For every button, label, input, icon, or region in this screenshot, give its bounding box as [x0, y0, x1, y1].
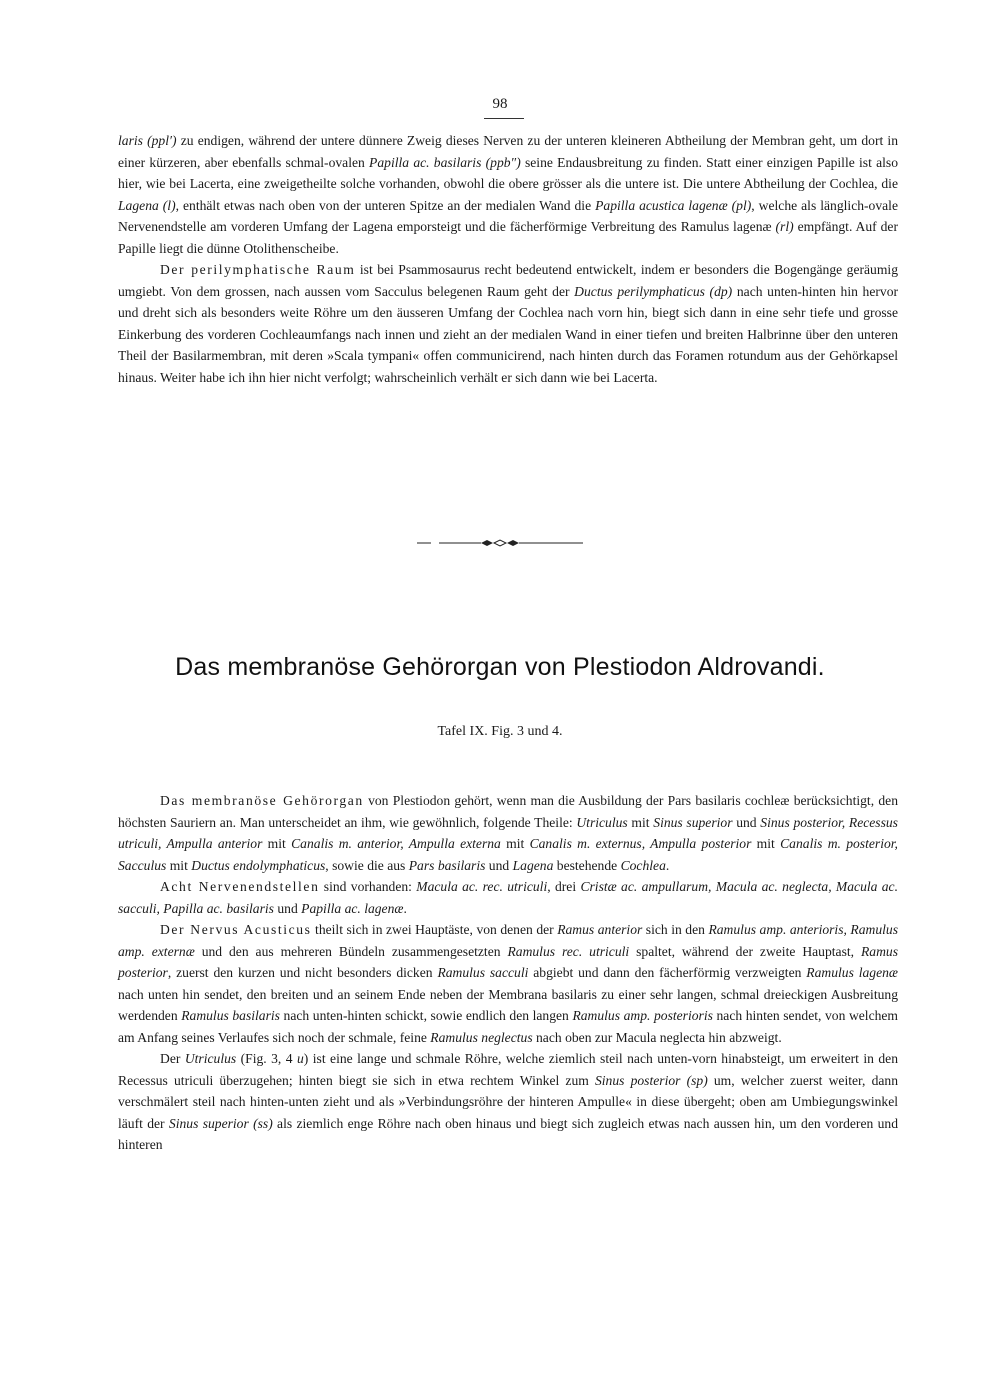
spaced-lead-term: Das membranöse Gehörorgan: [160, 793, 364, 808]
new-section-text: [118, 790, 898, 1156]
text-run: als ziemlich enge Röhre nach oben hinaus und biegt sich zugleich etwas nach aussen hin, um den vorderen und hinteren: [118, 1115, 898, 1152]
text-run: ist bei Psammosaurus recht bedeutend entwickelt, indem er besonders die Bogengänge geräumig umgiebt. Von dem grossen, nach aussen vom Sacculus belegenen Raum geht der: [118, 262, 898, 299]
italic-term: Ductus endolymphaticus: [191, 857, 326, 873]
text-run: sich in den: [642, 922, 709, 937]
italic-term: Sinus posterior, Recessus utriculi, Ampulla anterior: [118, 814, 898, 851]
italic-term: Ramulus rec. utriculi: [507, 943, 630, 959]
spaced-lead-term: Der perilymphatische Raum: [160, 262, 356, 277]
text-run: , zuerst den kurzen und nicht besonders dicken: [167, 965, 438, 980]
paragraph: [118, 919, 898, 1048]
italic-term: laris (ppl′): [118, 133, 177, 148]
italic-term: Ductus perilymphaticus (dp): [574, 283, 733, 299]
paragraph: [118, 130, 898, 259]
continued-section-text: [118, 130, 898, 388]
text-run: .: [665, 857, 670, 873]
text-run: , welche als länglich-ovale Nervenendstelle am vorderen Umfang der Lagena emporsteigt und die fächerförmige Verbreitung des Ramulus lagenæ: [118, 197, 898, 234]
text-run: mit: [627, 814, 654, 830]
italic-term: Ramulus amp. anterioris, Ramulus amp. externæ: [118, 922, 898, 959]
text-run: mit: [751, 836, 781, 851]
italic-term: Lagena: [512, 857, 554, 873]
italic-term: Utriculus: [576, 814, 628, 830]
text-run: mit: [166, 857, 192, 873]
page-number: 98: [492, 96, 508, 112]
italic-term: Sinus posterior (sp): [594, 1072, 708, 1088]
italic-term: Ramulus basilaris: [181, 1008, 280, 1023]
italic-term: Sinus superior (ss): [168, 1115, 273, 1131]
text-run: und: [732, 814, 761, 830]
text-run: Der: [160, 1051, 185, 1066]
spaced-lead-term: Der Nervus Acusticus: [160, 922, 312, 937]
text-run: um, welcher zuerst weiter, dann verschmälert steil nach hinten-unten zieht und als »Verbindungsröhre der hinteren Ampulle« in diese übergeht; oben am Umbiegungswinkel läuft der: [118, 1072, 898, 1131]
italic-term: Ramulus lagenæ: [806, 965, 898, 980]
text-run: und den aus mehreren Bündeln zusammengesetzten: [194, 943, 508, 959]
italic-term: Canalis m. anterior, Ampulla externa: [291, 836, 501, 851]
text-run: .: [403, 900, 407, 916]
italic-term: Cristæ ac. ampullarum, Macula ac. neglecta, Macula ac. sacculi, Papilla ac. basilaris: [118, 879, 898, 916]
paragraph: [118, 259, 898, 388]
paragraph: [118, 790, 898, 876]
text-run: und: [485, 857, 513, 873]
italic-term: Papilla ac. lagenæ: [301, 900, 404, 916]
section-divider-ornament: [0, 538, 1000, 548]
text-run: von Plestiodon gehört, wenn man die Ausbildung der Pars basilaris cochleæ berücksichtigt, den höchsten Sauriern an. Man unterscheidet an ihm, wie gewöhnlich, folgende Theile:: [118, 793, 898, 830]
text-run: , enthält etwas nach oben von der unteren Spitze an der medialen Wand die: [175, 197, 596, 213]
italic-term: Papilla ac. basilaris (ppb″): [369, 154, 521, 170]
italic-term: Ramulus amp. posterioris: [572, 1008, 713, 1023]
section-title: Das membranöse Gehörorgan von Plestiodon Aldrovandi.: [175, 653, 825, 681]
italic-term: Macula ac. rec. utriculi: [416, 879, 548, 894]
spaced-lead-term: Acht Nervenendstellen: [160, 879, 320, 894]
text-run: empfängt. Auf der Papille liegt die dünne Otolithenscheibe.: [118, 219, 898, 256]
text-run: zu endigen, während der untere dünnere Zweig dieses Nerven zu der unteren kleineren Abtheilung der Membran geht, um dort in einer kürzeren, aber ebenfalls schmal-ovalen: [118, 133, 898, 170]
text-run: mit: [500, 836, 530, 851]
italic-term: Canalis m. externus, Ampulla posterior: [529, 836, 752, 851]
page-number-rule: [484, 118, 524, 119]
plate-reference: Tafel IX. Fig. 3 und 4.: [437, 724, 563, 739]
italic-term: Ramus anterior: [557, 922, 643, 937]
italic-term: Utriculus: [184, 1051, 237, 1066]
text-run: sind vorhanden:: [319, 879, 417, 894]
paragraph: [118, 1048, 898, 1156]
italic-term: Ramus posterior: [118, 943, 898, 980]
text-run: bestehende: [553, 857, 621, 873]
text-run: nach unten-hinten hin hervor und dreht sich als besonders weite Röhre um den äusseren Umfang der Cochlea nach vorn hin, biegt sich dann in eine sehr tiefe und grosse Einkerbung des vorderen Cochleaumfangs nach innen und zieht an der medialen Wand in einer tiefen und breiten Halbrinne über den unteren Theil der Basilarmembran, mit deren »Scala tympani« offen communicirend, nach hinten durch das Foramen rotundum aus der Gehörkapsel hinaus. Weiter habe ich ihn hier nicht verfolgt; wahrscheinlich verhält er sich dann wie bei Lacerta.: [118, 283, 899, 385]
text-run: nach oben zur Macula neglecta hin abzweigt.: [532, 1029, 782, 1045]
italic-term: Sinus superior: [653, 814, 733, 830]
italic-term: Canalis m. posterior, Sacculus: [118, 836, 898, 873]
text-run: abgiebt und dann den fächerförmig verzweigten: [528, 965, 807, 980]
italic-term: Papilla acustica lagenæ (pl): [595, 197, 752, 213]
italic-term: (rl): [775, 219, 794, 234]
text-run: , drei: [547, 879, 581, 894]
text-run: seine Endausbreitung zu finden. Statt einer einzigen Papille ist also hier, wie bei Lacerta, eine zweigetheilte solche vorhanden, obwohl die obere grösser als die untere ist. Die untere Abtheilung der Cochlea, die: [118, 154, 898, 191]
italic-term: u: [297, 1051, 304, 1066]
italic-term: Ramulus sacculi: [437, 965, 529, 980]
text-run: und: [273, 900, 302, 916]
italic-term: Cochlea: [620, 857, 666, 873]
text-run: ) ist eine lange und schmale Röhre, welche ziemlich steil nach unten-vorn hinabsteigt, um erweitert in den Recessus utriculi überzugehen; hinten biegt sie sich in etwa rechtem Winkel zum: [118, 1051, 898, 1088]
italic-term: Pars basilaris: [408, 857, 486, 873]
text-run: (Fig. 3, 4: [236, 1051, 297, 1066]
italic-term: Ramulus neglectus: [430, 1029, 533, 1045]
text-run: spaltet, während der zweite Hauptast,: [629, 943, 861, 959]
text-run: theilt sich in zwei Hauptäste, von denen der: [311, 922, 558, 937]
text-run: nach unten hin sendet, den breiten und an seinem Ende neben der Membrana basilaris zu einer sehr langen, schmal dreieckigen Ausbreitung werdenden: [118, 986, 898, 1023]
text-run: mit: [262, 836, 292, 851]
text-run: , sowie die aus: [325, 857, 409, 873]
italic-term: Lagena (l): [118, 197, 176, 213]
paragraph: [118, 876, 898, 919]
text-run: nach unten-hinten schickt, sowie endlich den langen: [279, 1008, 573, 1023]
text-run: nach hinten sendet, von welchem am Anfang seines Verlaufes sich noch der schmale, feine: [118, 1008, 899, 1045]
